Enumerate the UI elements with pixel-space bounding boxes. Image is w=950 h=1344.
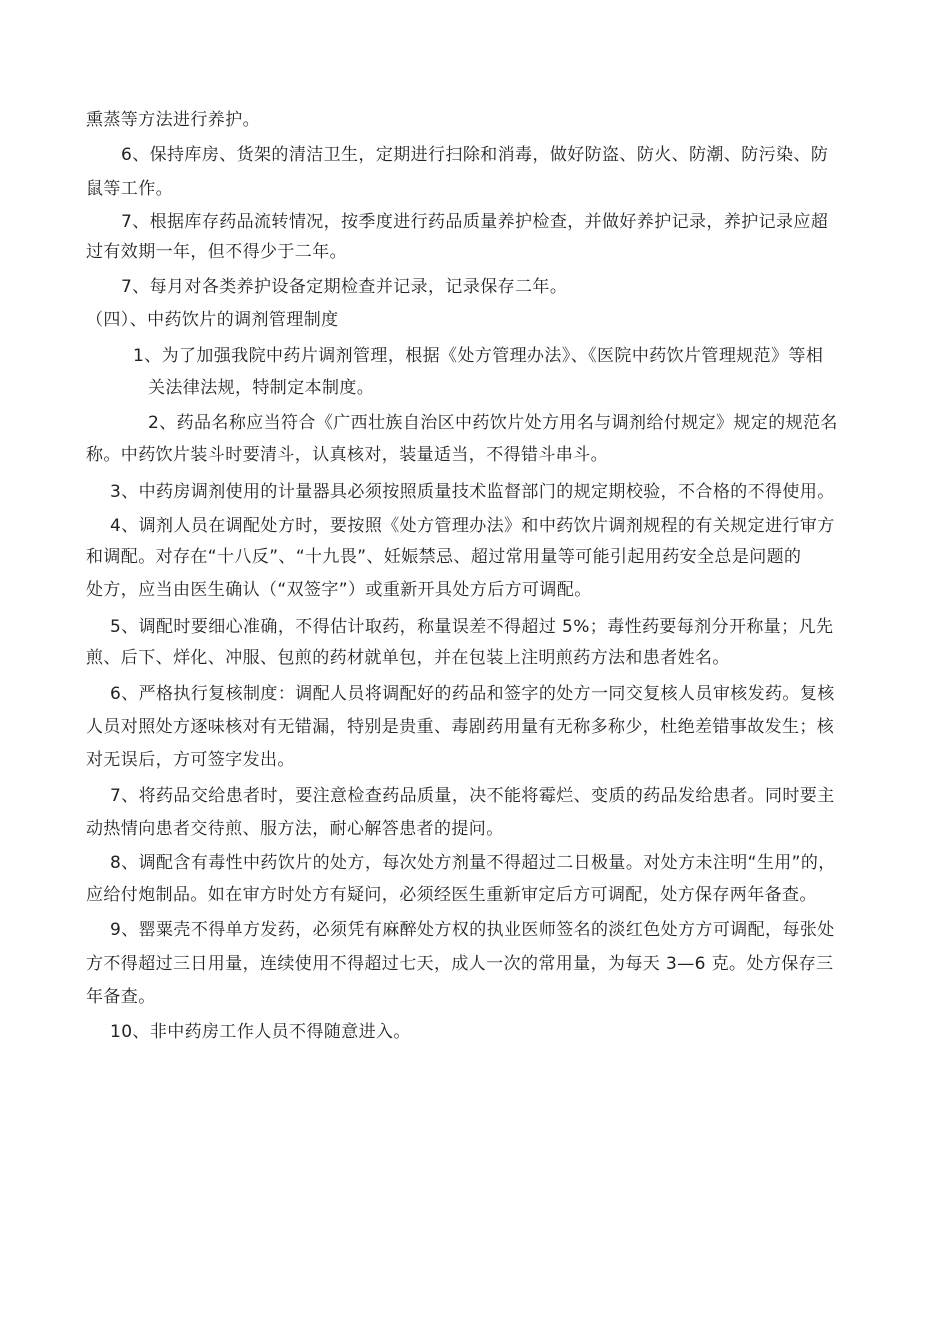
text-line: 称。中药饮片装斗时要清斗，认真核对，装量适当，不得错斗串斗。 xyxy=(86,445,608,465)
text-line: 熏蒸等方法进行养护。 xyxy=(86,110,260,130)
text-line: 方不得超过三日用量，连续使用不得超过七天，成人一次的常用量，为每天 3—6 克。处方保存三 xyxy=(86,954,834,974)
text-line: 4、调剂人员在调配处方时，要按照《处方管理办法》和中药饮片调剂规程的有关规定进行审方 xyxy=(110,516,835,536)
text-line: 和调配。对存在“十八反”、“十九畏”、妊娠禁忌、超过常用量等可能引起用药安全总是问题的 xyxy=(86,547,802,567)
text-line: 煎、后下、烊化、冲服、包煎的药材就单包，并在包装上注明煎药方法和患者姓名。 xyxy=(86,648,730,668)
text-line: 10、非中药房工作人员不得随意进入。 xyxy=(110,1022,411,1042)
text-line: 5、调配时要细心准确，不得估计取药，称量误差不得超过 5%；毒性药要每剂分开称量；凡先 xyxy=(110,617,834,637)
text-line: 6、严格执行复核制度：调配人员将调配好的药品和签字的处方一同交复核人员审核发药。复核 xyxy=(110,684,835,704)
text-line: 6、保持库房、货架的清洁卫生，定期进行扫除和消毒，做好防盗、防火、防潮、防污染、防 xyxy=(121,145,829,165)
text-line: 人员对照处方逐味核对有无错漏，特别是贵重、毒剧药用量有无称多称少，杜绝差错事故发生；核 xyxy=(86,717,835,737)
text-line: 1、为了加强我院中药片调剂管理，根据《处方管理办法》、《医院中药饮片管理规范》等相 xyxy=(133,346,824,366)
text-line: 关法律法规，特制定本制度。 xyxy=(148,378,375,398)
text-line: 2、药品名称应当符合《广西壮族自治区中药饮片处方用名与调剂给付规定》规定的规范名 xyxy=(148,413,838,433)
text-line: 动热情向患者交待煎、服方法，耐心解答患者的提问。 xyxy=(86,819,504,839)
text-line: 处方，应当由医生确认（“双签字”）或重新开具处方后方可调配。 xyxy=(86,580,592,600)
text-line: 3、中药房调剂使用的计量器具必须按照质量技术监督部门的规定期校验，不合格的不得使用。 xyxy=(110,482,835,502)
section-heading: （四）、中药饮片的调剂管理制度 xyxy=(86,310,339,330)
text-line: 应给付炮制品。如在审方时处方有疑问，必须经医生重新审定后方可调配，处方保存两年备查。 xyxy=(86,885,817,905)
text-line: 过有效期一年，但不得少于二年。 xyxy=(86,242,347,262)
text-line: 鼠等工作。 xyxy=(86,179,173,199)
text-line: 9、罂粟壳不得单方发药，必须凭有麻醉处方权的执业医师签名的淡红色处方方可调配，每张处 xyxy=(110,920,835,940)
text-line: 7、每月对各类养护设备定期检查并记录，记录保存二年。 xyxy=(121,277,568,297)
text-line: 7、根据库存药品流转情况，按季度进行药品质量养护检查，并做好养护记录，养护记录应超 xyxy=(121,212,829,232)
text-line: 年备查。 xyxy=(86,987,156,1007)
text-line: 对无误后，方可签字发出。 xyxy=(86,750,295,770)
text-line: 8、调配含有毒性中药饮片的处方，每次处方剂量不得超过二日极量。对处方未注明“生用”的， xyxy=(110,853,836,873)
text-line: 7、将药品交给患者时，要注意检查药品质量，决不能将霉烂、变质的药品发给患者。同时要主 xyxy=(110,786,835,806)
